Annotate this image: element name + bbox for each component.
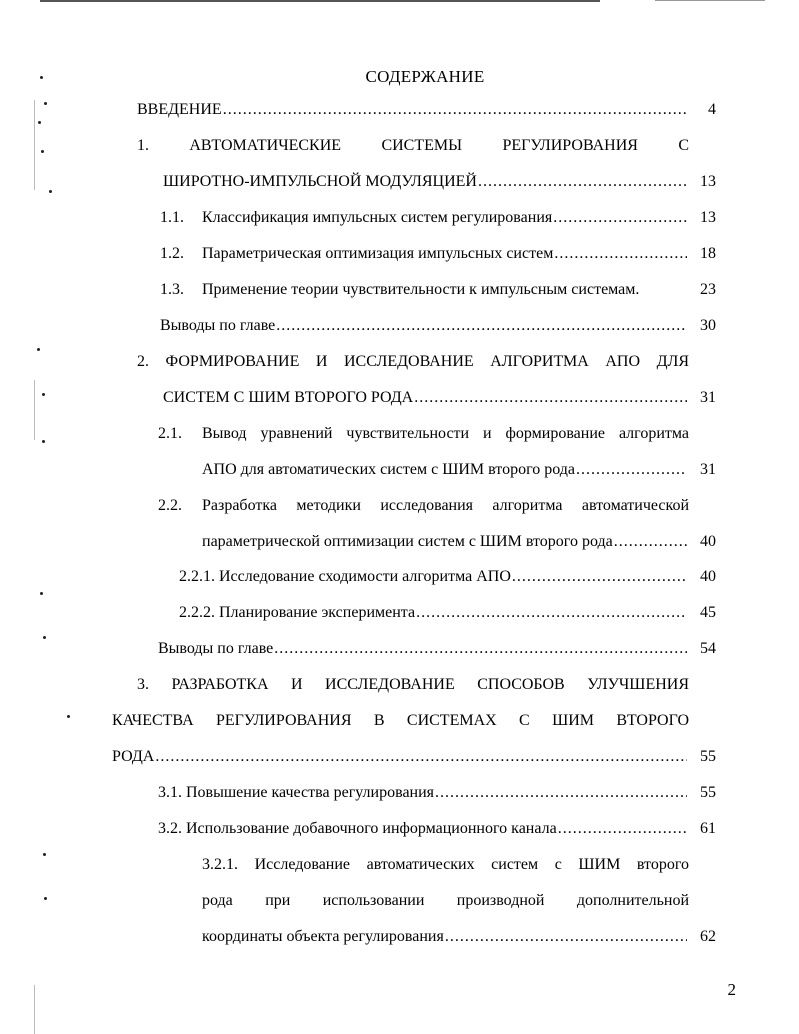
leader-dots (414, 386, 687, 410)
scan-speck (67, 715, 70, 718)
toc-chapter-3-heading-end (112, 745, 689, 769)
entry-text: Применение теории чувствительности к импульсным системам. (202, 281, 640, 298)
page-ref: 40 (700, 533, 716, 550)
toc-subsection-2-2-1 (179, 565, 689, 589)
entry-text: 3.2. Использование добавочного информационного канала (158, 820, 557, 837)
section-number: 2.1. (158, 425, 182, 442)
leader-dots (155, 745, 687, 769)
scan-speck (44, 897, 47, 900)
toc-section-1-2 (160, 242, 689, 266)
toc-section-2-2 (158, 494, 689, 518)
page-ref: 13 (700, 209, 716, 226)
page-ref: 61 (700, 820, 716, 837)
scan-speck (42, 393, 45, 396)
leader-dots (614, 530, 687, 554)
toc-chapter-1-heading: 1. АВТОМАТИЧЕСКИЕ СИСТЕМЫ РЕГУЛИРОВАНИЯ С (137, 137, 689, 154)
entry-text: Вывод уравнений чувствительности и формирование алгоритма (202, 425, 689, 442)
toc-section-2-1-cont (202, 458, 689, 482)
entry-text: 2.2.1. Исследование сходимости алгоритма АПО (179, 568, 511, 585)
entry-text: координаты объекта регулирования (202, 928, 444, 945)
page-ref: 54 (700, 640, 716, 657)
section-number: 2.2. (158, 497, 182, 514)
entry-text: 3.1. Повышение качества регулирования (158, 784, 435, 801)
page-ref: 18 (700, 245, 716, 262)
toc-chapter-2-conclusions (158, 637, 689, 661)
page-ref: 55 (700, 784, 716, 801)
toc-subsection-3-2-1: 3.2.1. Исследование автоматических систем с ШИМ второго (202, 856, 689, 873)
leader-dots (274, 637, 687, 661)
toc-subsection-3-2-1-end (202, 925, 689, 949)
section-number: 1.2. (160, 245, 184, 262)
toc-chapter-2-heading: 2. ФОРМИРОВАНИЕ И ИССЛЕДОВАНИЕ АЛГОРИТМА АПО ДЛЯ (137, 353, 689, 370)
leader-dots (445, 925, 687, 949)
scan-speck (41, 150, 44, 153)
toc-chapter-1-heading-cont (163, 170, 689, 194)
leader-dots (554, 242, 687, 266)
page-number: 2 (727, 980, 736, 999)
scan-margin-mark (34, 100, 35, 190)
page-ref: 45 (700, 604, 716, 621)
scan-top-edge-line-right (655, 0, 765, 1)
page-ref: 31 (700, 461, 716, 478)
entry-text: параметрической оптимизации систем с ШИМ второго рода (202, 533, 613, 550)
entry-text: Параметрическая оптимизация импульсных систем (202, 245, 554, 262)
leader-dots (416, 601, 687, 625)
scan-speck (44, 102, 47, 105)
toc-section-1-1 (160, 206, 689, 230)
page-ref: 31 (700, 389, 716, 406)
toc-subsection-2-2-2 (179, 601, 689, 625)
entry-text: Разработка методики исследования алгоритма автоматической (202, 497, 689, 514)
scan-speck (49, 190, 52, 193)
page-ref: 55 (700, 748, 716, 765)
toc-entry-intro (137, 98, 689, 122)
toc-title: СОДЕРЖАНИЕ (365, 67, 485, 86)
toc-section-2-2-cont (202, 530, 689, 554)
scan-margin-mark (34, 985, 35, 1034)
page-ref: 4 (708, 101, 716, 118)
entry-text: Выводы по главе (158, 640, 274, 657)
entry-text: АПО для автоматических систем с ШИМ второго рода (202, 461, 576, 478)
scan-speck (43, 853, 46, 856)
scan-speck (38, 121, 41, 124)
toc-chapter-2-heading-cont (163, 386, 689, 410)
page-ref: 13 (700, 173, 716, 190)
scan-speck (43, 636, 46, 639)
toc-section-3-1 (158, 781, 689, 805)
scan-margin-mark (34, 380, 35, 440)
section-number: 1.3. (160, 281, 184, 298)
scan-speck (40, 592, 43, 595)
toc-chapter-1-conclusions (160, 314, 689, 338)
page-ref: 30 (700, 317, 716, 334)
entry-text: Классификация импульсных систем регулирования (202, 209, 553, 226)
scan-speck (37, 348, 40, 351)
page-ref: 62 (700, 928, 716, 945)
leader-dots (223, 98, 687, 122)
toc-section-1-3 (160, 278, 639, 302)
entry-text: СИСТЕМ С ШИМ ВТОРОГО РОДА (163, 389, 414, 406)
entry-text: Выводы по главе (160, 317, 276, 334)
leader-dots (512, 565, 687, 589)
entry-text: ШИРОТНО-ИМПУЛЬСНОЙ МОДУЛЯЦИЕЙ (163, 173, 477, 190)
toc-subsection-3-2-1-cont: рода при использовании производной дополнительной (202, 892, 689, 909)
leader-dots (553, 206, 687, 230)
section-number: 1.1. (160, 209, 184, 226)
page-ref: 40 (700, 568, 716, 585)
toc-section-2-1 (158, 422, 689, 446)
leader-dots (478, 170, 687, 194)
page-ref: 23 (700, 281, 716, 298)
entry-text: ВВЕДЕНИЕ (137, 101, 222, 118)
scan-speck (42, 440, 45, 443)
entry-text: 2.2.2. Планирование эксперимента (179, 604, 416, 621)
entry-text: РОДА (112, 748, 155, 765)
leader-dots (435, 781, 687, 805)
leader-dots (276, 314, 687, 338)
scan-top-edge-line (40, 0, 600, 2)
toc-chapter-3-heading: 3. РАЗРАБОТКА И ИССЛЕДОВАНИЕ СПОСОБОВ УЛУЧШЕНИЯ (137, 676, 689, 693)
toc-section-3-2 (158, 817, 689, 841)
toc-chapter-3-heading-cont: КАЧЕСТВА РЕГУЛИРОВАНИЯ В СИСТЕМАХ С ШИМ ВТОРОГО (112, 712, 689, 729)
leader-dots (576, 458, 687, 482)
leader-dots (558, 817, 687, 841)
